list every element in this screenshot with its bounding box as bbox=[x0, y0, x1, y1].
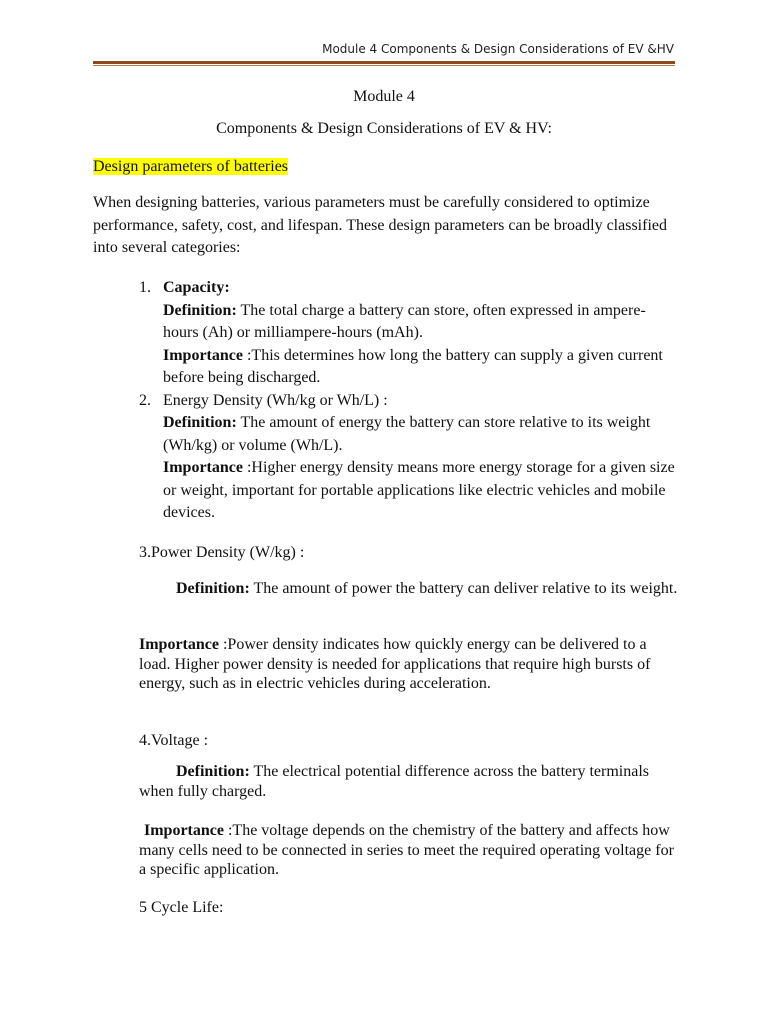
voltage-heading: 4.Voltage : bbox=[139, 732, 209, 749]
cycle-life-heading: 5 Cycle Life: bbox=[139, 899, 224, 916]
module-subtitle: Components & Design Considerations of EV & HV: bbox=[216, 120, 552, 137]
list-item-energy-density bbox=[139, 390, 679, 525]
importance: Importance :Higher energy density means more energy storage for a given size or weight, important for portable applications like electric vehicles and mobile devices. bbox=[163, 459, 675, 521]
voltage-definition: Definition: The electrical potential difference across the battery terminals when fully charged. bbox=[139, 763, 650, 800]
intro-paragraph: When designing batteries, various parameters must be carefully considered to optimize performance, safety, cost, and lifespan. These design parameters can be broadly classified into several categories: bbox=[93, 194, 667, 256]
module-title: Module 4 bbox=[353, 88, 415, 105]
item-label: Capacity: bbox=[163, 279, 230, 296]
parameter-list bbox=[139, 277, 679, 525]
importance: Importance :This determines how long the battery can supply a given current before being discharged. bbox=[163, 346, 663, 386]
section-heading-highlight: Design parameters of batteries bbox=[93, 158, 289, 175]
power-density-heading: 3.Power Density (W/kg) : bbox=[139, 544, 305, 561]
section-heading bbox=[93, 156, 288, 178]
item-label: Energy Density (Wh/kg or Wh/L) : bbox=[163, 391, 388, 409]
power-density-definition: Definition: The amount of power the battery can deliver relative to its weight. bbox=[176, 580, 678, 597]
power-density-importance: Importance :Power density indicates how quickly energy can be delivered to a load. Higher power density is needed for applications that require high bursts of energy, such as in electric vehicles during acceleration. bbox=[139, 636, 651, 692]
voltage-importance: Importance :The voltage depends on the chemistry of the battery and affects how many cells need to be connected in series to meet the required operating voltage for a specific application. bbox=[139, 822, 674, 878]
running-header: Module 4 Components & Design Considerations of EV &HV bbox=[322, 42, 674, 56]
definition: Definition: The total charge a battery can store, often expressed in ampere-hours (Ah) or milliampere-hours (mAh). bbox=[163, 301, 646, 341]
list-item-capacity bbox=[139, 277, 679, 390]
list-number: 1. bbox=[139, 279, 151, 296]
definition: Definition: The amount of energy the battery can store relative to its weight (Wh/kg) or volume (Wh/L). bbox=[163, 414, 651, 454]
header-rule bbox=[93, 61, 675, 66]
list-number: 2. bbox=[139, 391, 151, 409]
